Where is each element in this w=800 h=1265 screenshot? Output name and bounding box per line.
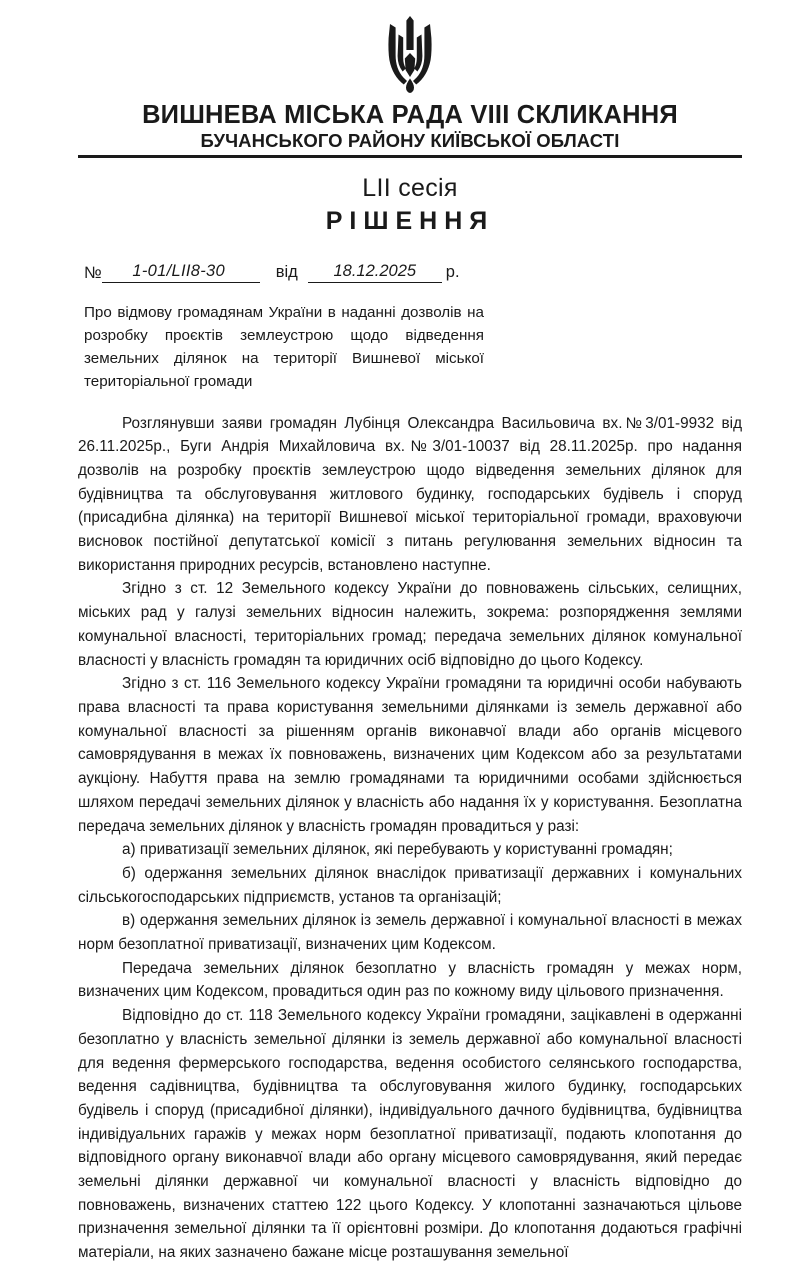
organization-title: ВИШНЕВА МІСЬКА РАДА VIII СКЛИКАННЯ bbox=[142, 101, 678, 129]
ukraine-trident-coat-of-arms-icon bbox=[383, 14, 437, 94]
body-paragraph: Згідно з ст. 116 Земельного кодексу України громадяни та юридичні особи набувають права власності та права користування земельними ділянками із земель державної або комунальної власності за рішенням органів виконавчої влади або органів місцевого самоврядування в межах їх повноважень, визначених цим Кодексом або за результатами аукціону. Набуття права на землю громадянами та юридичними особами здійснюється шляхом передачі земельних ділянок у власність або надання їх у користування. Безоплатна передача земельних ділянок у власність громадян провадиться у разі: bbox=[78, 675, 742, 835]
number-label: № bbox=[84, 264, 102, 283]
organization-subtitle: БУЧАНСЬКОГО РАЙОНУ КИЇВСЬКОЇ ОБЛАСТІ bbox=[200, 129, 620, 151]
body-paragraph: Розглянувши заяви громадян Лубінця Олександра Васильовича вх.№3/01-9932 від 26.11.2025р., Буги Андрія Михайловича вх.№3/01-10037 від 28.11.2025р. про надання дозволів на розробку проєктів землеустрою щодо відведення земельних ділянок для будівництва та обслуговування житлового будинку, господарських будівель і споруд (присадибна ділянка) на території Вишневої міської територіальної громади, враховуючи висновок постійної депутатської комісії з питань регулювання земельних відносин та використання природних ресурсів, встановлено наступне. bbox=[78, 414, 742, 574]
body-paragraph: Передача земельних ділянок безоплатно у власність громадян у межах норм, визначених цим Кодексом, провадиться один раз по кожному виду цільового призначення. bbox=[78, 959, 742, 1001]
document-meta-line bbox=[84, 262, 742, 283]
decision-title: РІШЕННЯ bbox=[325, 207, 495, 236]
body-paragraph: б) одержання земельних ділянок внаслідок приватизації державних і комунальних сільськогосподарських підприємств, установ та організацій; bbox=[78, 864, 742, 906]
body-paragraph: а) приватизації земельних ділянок, які перебувають у користуванні громадян; bbox=[122, 841, 673, 859]
header-divider bbox=[78, 155, 742, 158]
body-paragraph: в) одержання земельних ділянок із земель державної і комунальної власності в межах норм безоплатної приватизації, визначених цим Кодексом. bbox=[78, 912, 742, 954]
from-label: від bbox=[275, 263, 298, 282]
emblem-container bbox=[78, 14, 742, 100]
session-title: LII сесія bbox=[362, 174, 458, 203]
body-paragraph: Відповідно до ст. 118 Земельного кодексу України громадяни, зацікавлені в одержанні безоплатно у власність земельної ділянки із земель державної або комунальної власності для ведення фермерського господарства, ведення особистого селянського господарства, ведення садівництва, будівництва та обслуговування жилого будинку, господарських будівель і споруд (присадибної ділянки), індивідуального дачного будівництва, будівництва індивідуальних гаражів у межах норм безоплатної приватизації, подають клопотання до відповідного органу виконавчої влади або органу місцевого самоврядування, який передає земельні ділянки державної чи комунальної власності у власність відповідно до повноважень, визначених статтею 122 цього Кодексу. У клопотанні зазначаються цільове призначення земельної ділянки та її орієнтовні розміри. До клопотання додаються графічні матеріали, на яких зазначено бажане місце розташування земельної bbox=[78, 1007, 742, 1262]
date-suffix: р. bbox=[445, 263, 460, 282]
document-number-field: 1-01/LII8-30 bbox=[102, 262, 260, 283]
document-date-field: 18.12.2025 bbox=[308, 262, 442, 283]
document-body bbox=[78, 412, 742, 1265]
document-subject: Про відмову громадянам України в наданні дозволів на розробку проєктів землеустрою щодо відведення земельних ділянок на території Вишневої міської територіальної громади bbox=[84, 304, 484, 391]
body-paragraph: Згідно з ст. 12 Земельного кодексу України до повноважень сільських, селищних, міських рад у галузі земельних відносин належить, зокрема: розпорядження землями комунальної власності, територіальних громад; передача земельних ділянок комунальної власності у власність громадян та юридичних осіб відповідно до цього Кодексу. bbox=[78, 580, 742, 669]
